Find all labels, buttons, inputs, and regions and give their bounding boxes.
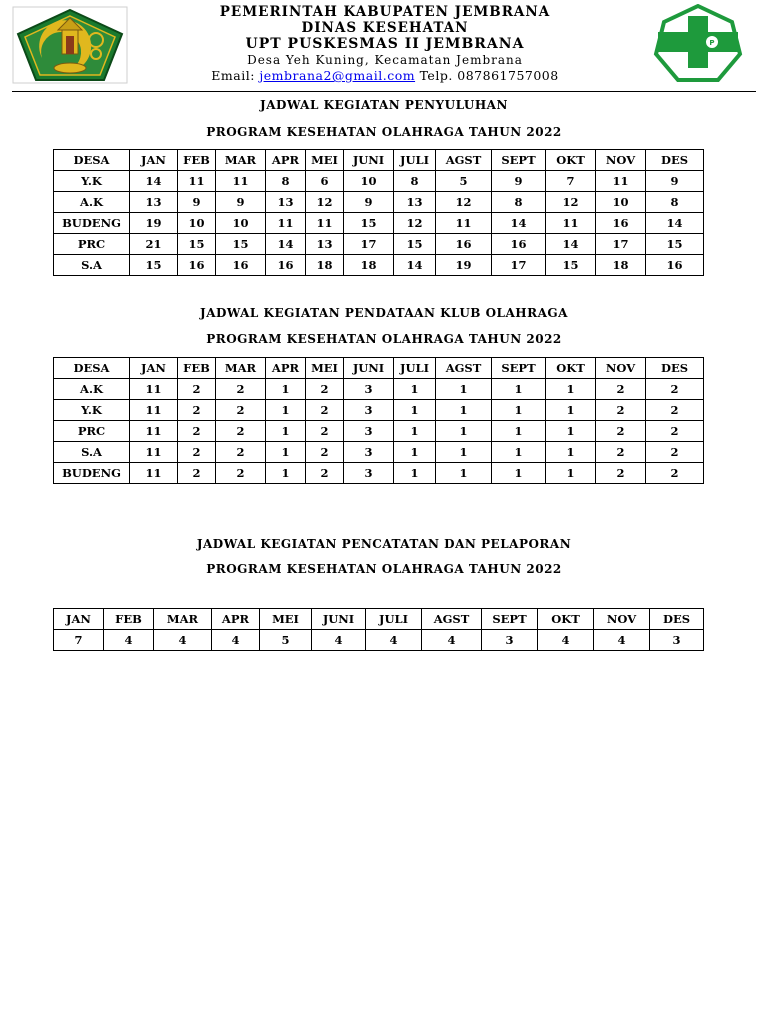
month-header-row [54, 609, 704, 630]
value-cell: 11 [306, 213, 344, 234]
column-header: DES [646, 150, 704, 171]
value-cell: 2 [596, 421, 646, 442]
table-row [54, 192, 704, 213]
column-header: APR [212, 609, 260, 630]
value-cell: 2 [178, 442, 216, 463]
column-header: JUNI [344, 358, 394, 379]
column-header: DES [646, 358, 704, 379]
value-cell: 17 [492, 255, 546, 276]
value-cell: 4 [312, 630, 366, 651]
jembrana-regency-emblem-icon [12, 6, 128, 84]
value-cell: 2 [178, 400, 216, 421]
value-cell: 11 [596, 171, 646, 192]
column-header: SEPT [492, 358, 546, 379]
value-cell: 11 [130, 463, 178, 484]
value-cell: 15 [216, 234, 266, 255]
table-row [54, 379, 704, 400]
table-row [54, 442, 704, 463]
value-cell: 2 [596, 442, 646, 463]
value-cell: 2 [646, 463, 704, 484]
value-cell: 2 [178, 379, 216, 400]
column-header: JUNI [312, 609, 366, 630]
column-header: JUNI [344, 150, 394, 171]
section2-subtitle: PROGRAM KESEHATAN OLAHRAGA TAHUN 2022 [206, 332, 562, 346]
value-cell: 2 [646, 379, 704, 400]
column-header: OKT [546, 150, 596, 171]
value-cell: 1 [266, 421, 306, 442]
value-cell: 1 [394, 400, 436, 421]
value-cell: 1 [394, 463, 436, 484]
value-cell: 11 [130, 379, 178, 400]
value-cell: 1 [436, 463, 492, 484]
value-cell: 1 [266, 379, 306, 400]
value-cell: 2 [306, 400, 344, 421]
value-cell: 2 [596, 463, 646, 484]
column-header: AGST [436, 358, 492, 379]
value-cell: 19 [436, 255, 492, 276]
value-cell: 11 [178, 171, 216, 192]
value-cell: 7 [546, 171, 596, 192]
value-cell: 2 [216, 421, 266, 442]
column-header: FEB [104, 609, 154, 630]
value-cell: 1 [266, 442, 306, 463]
value-cell: 9 [216, 192, 266, 213]
value-cell: 1 [394, 421, 436, 442]
column-header: JULI [394, 150, 436, 171]
column-header: MEI [306, 358, 344, 379]
value-cell: 1 [492, 442, 546, 463]
value-cell: 1 [546, 379, 596, 400]
value-cell: 3 [344, 379, 394, 400]
department-name: DINAS KESEHATAN [301, 20, 469, 36]
value-cell: 2 [216, 379, 266, 400]
value-cell: 16 [492, 234, 546, 255]
value-cell: 11 [266, 213, 306, 234]
letterhead [0, 0, 768, 92]
value-cell: 2 [306, 421, 344, 442]
value-cell: 4 [366, 630, 422, 651]
value-cell: 3 [344, 400, 394, 421]
value-cell: 2 [306, 442, 344, 463]
section3-subtitle: PROGRAM KESEHATAN OLAHRAGA TAHUN 2022 [206, 562, 562, 576]
value-cell: 4 [212, 630, 260, 651]
government-name: PEMERINTAH KABUPATEN JEMBRANA [219, 4, 551, 20]
value-cell: 2 [216, 442, 266, 463]
column-header: AGST [422, 609, 482, 630]
value-cell: 15 [394, 234, 436, 255]
column-header: NOV [596, 150, 646, 171]
puskesmas-cross-logo-icon [640, 4, 756, 82]
email-label: Email: [211, 68, 255, 83]
value-cell: 1 [546, 442, 596, 463]
value-cell: 13 [130, 192, 178, 213]
value-cell: 15 [646, 234, 704, 255]
value-cell: 3 [344, 421, 394, 442]
value-cell: 1 [436, 421, 492, 442]
value-cell: 1 [436, 442, 492, 463]
value-cell: 1 [492, 400, 546, 421]
village-cell: BUDENG [54, 463, 130, 484]
value-cell: 4 [422, 630, 482, 651]
village-cell: Y.K [54, 400, 130, 421]
value-cell: 14 [130, 171, 178, 192]
value-cell: 16 [216, 255, 266, 276]
column-header: DES [650, 609, 704, 630]
value-cell: 2 [646, 442, 704, 463]
column-header: JULI [366, 609, 422, 630]
column-header: MEI [306, 150, 344, 171]
table-row [54, 630, 704, 651]
address: Desa Yeh Kuning, Kecamatan Jembrana [247, 53, 523, 67]
value-cell: 18 [344, 255, 394, 276]
village-cell: S.A [54, 255, 130, 276]
value-cell: 3 [344, 463, 394, 484]
value-cell: 14 [394, 255, 436, 276]
column-header: JAN [130, 150, 178, 171]
value-cell: 2 [216, 400, 266, 421]
value-cell: 8 [646, 192, 704, 213]
value-cell: 19 [130, 213, 178, 234]
value-cell: 17 [344, 234, 394, 255]
village-cell: A.K [54, 379, 130, 400]
value-cell: 15 [344, 213, 394, 234]
column-header: MAR [216, 358, 266, 379]
value-cell: 1 [492, 379, 546, 400]
value-cell: 4 [104, 630, 154, 651]
value-cell: 13 [306, 234, 344, 255]
value-cell: 1 [436, 379, 492, 400]
value-cell: 14 [646, 213, 704, 234]
value-cell: 11 [216, 171, 266, 192]
pencatatan-pelaporan-table [53, 608, 704, 651]
value-cell: 11 [130, 421, 178, 442]
value-cell: 12 [546, 192, 596, 213]
value-cell: 2 [596, 400, 646, 421]
value-cell: 12 [436, 192, 492, 213]
letterhead-text [150, 4, 620, 84]
column-header: DESA [54, 150, 130, 171]
value-cell: 6 [306, 171, 344, 192]
column-header: JAN [130, 358, 178, 379]
value-cell: 12 [306, 192, 344, 213]
column-header: MAR [154, 609, 212, 630]
value-cell: 2 [596, 379, 646, 400]
value-cell: 13 [266, 192, 306, 213]
column-header: APR [266, 150, 306, 171]
value-cell: 2 [178, 421, 216, 442]
value-cell: 16 [596, 213, 646, 234]
village-cell: BUDENG [54, 213, 130, 234]
value-cell: 1 [266, 400, 306, 421]
column-header: JULI [394, 358, 436, 379]
value-cell: 9 [492, 171, 546, 192]
value-cell: 11 [436, 213, 492, 234]
village-cell: PRC [54, 234, 130, 255]
value-cell: 2 [646, 400, 704, 421]
value-cell: 13 [394, 192, 436, 213]
value-cell: 15 [130, 255, 178, 276]
table-row [54, 234, 704, 255]
section2-title: JADWAL KEGIATAN PENDATAAN KLUB OLAHRAGA [200, 306, 568, 320]
section3-title: JADWAL KEGIATAN PENCATATAN DAN PELAPORAN [196, 537, 572, 551]
value-cell: 18 [306, 255, 344, 276]
column-header: MEI [260, 609, 312, 630]
value-cell: 10 [178, 213, 216, 234]
column-header: SEPT [482, 609, 538, 630]
value-cell: 9 [178, 192, 216, 213]
value-cell: 10 [344, 171, 394, 192]
value-cell: 4 [594, 630, 650, 651]
value-cell: 1 [436, 400, 492, 421]
svg-text:P: P [709, 39, 715, 47]
table-row [54, 400, 704, 421]
table-row [54, 463, 704, 484]
value-cell: 16 [436, 234, 492, 255]
value-cell: 1 [546, 400, 596, 421]
value-cell: 1 [492, 421, 546, 442]
table-header-row [54, 150, 704, 171]
value-cell: 16 [178, 255, 216, 276]
column-header: FEB [178, 150, 216, 171]
value-cell: 2 [216, 463, 266, 484]
section1-title: JADWAL KEGIATAN PENYULUHAN [260, 98, 508, 112]
value-cell: 5 [436, 171, 492, 192]
village-cell: A.K [54, 192, 130, 213]
value-cell: 11 [130, 400, 178, 421]
section1-subtitle: PROGRAM KESEHATAN OLAHRAGA TAHUN 2022 [206, 125, 562, 139]
column-header: NOV [594, 609, 650, 630]
column-header: DESA [54, 358, 130, 379]
column-header: AGST [436, 150, 492, 171]
email-link[interactable]: jembrana2@gmail.com [259, 68, 416, 83]
village-cell: PRC [54, 421, 130, 442]
column-header: OKT [546, 358, 596, 379]
value-cell: 14 [266, 234, 306, 255]
value-cell: 5 [260, 630, 312, 651]
phone-number: Telp. 087861757008 [419, 68, 559, 83]
value-cell: 2 [306, 379, 344, 400]
village-cell: Y.K [54, 171, 130, 192]
value-cell: 4 [154, 630, 212, 651]
value-cell: 2 [306, 463, 344, 484]
table-row [54, 421, 704, 442]
pendataan-klub-table [53, 357, 704, 484]
table-row [54, 171, 704, 192]
table-header-row [54, 358, 704, 379]
contact-line [150, 68, 620, 84]
column-header: OKT [538, 609, 594, 630]
value-cell: 12 [394, 213, 436, 234]
value-cell: 4 [538, 630, 594, 651]
value-cell: 2 [646, 421, 704, 442]
column-header: FEB [178, 358, 216, 379]
value-cell: 14 [492, 213, 546, 234]
table-row [54, 213, 704, 234]
value-cell: 10 [216, 213, 266, 234]
value-cell: 3 [482, 630, 538, 651]
value-cell: 1 [266, 463, 306, 484]
value-cell: 15 [546, 255, 596, 276]
column-header: JAN [54, 609, 104, 630]
village-cell: S.A [54, 442, 130, 463]
column-header: NOV [596, 358, 646, 379]
value-cell: 2 [178, 463, 216, 484]
penyuluhan-table [53, 149, 704, 276]
value-cell: 8 [266, 171, 306, 192]
value-cell: 9 [646, 171, 704, 192]
column-header: SEPT [492, 150, 546, 171]
value-cell: 17 [596, 234, 646, 255]
value-cell: 8 [394, 171, 436, 192]
table-row [54, 255, 704, 276]
value-cell: 1 [394, 442, 436, 463]
value-cell: 14 [546, 234, 596, 255]
value-cell: 1 [546, 463, 596, 484]
health-center-name: UPT PUSKESMAS II JEMBRANA [245, 36, 525, 52]
value-cell: 16 [266, 255, 306, 276]
header-divider [12, 91, 756, 92]
value-cell: 16 [646, 255, 704, 276]
value-cell: 11 [546, 213, 596, 234]
value-cell: 1 [394, 379, 436, 400]
value-cell: 9 [344, 192, 394, 213]
value-cell: 10 [596, 192, 646, 213]
value-cell: 1 [546, 421, 596, 442]
value-cell: 7 [54, 630, 104, 651]
value-cell: 8 [492, 192, 546, 213]
column-header: APR [266, 358, 306, 379]
value-cell: 11 [130, 442, 178, 463]
value-cell: 18 [596, 255, 646, 276]
value-cell: 21 [130, 234, 178, 255]
value-cell: 1 [492, 463, 546, 484]
column-header: MAR [216, 150, 266, 171]
value-cell: 3 [344, 442, 394, 463]
value-cell: 15 [178, 234, 216, 255]
value-cell: 3 [650, 630, 704, 651]
